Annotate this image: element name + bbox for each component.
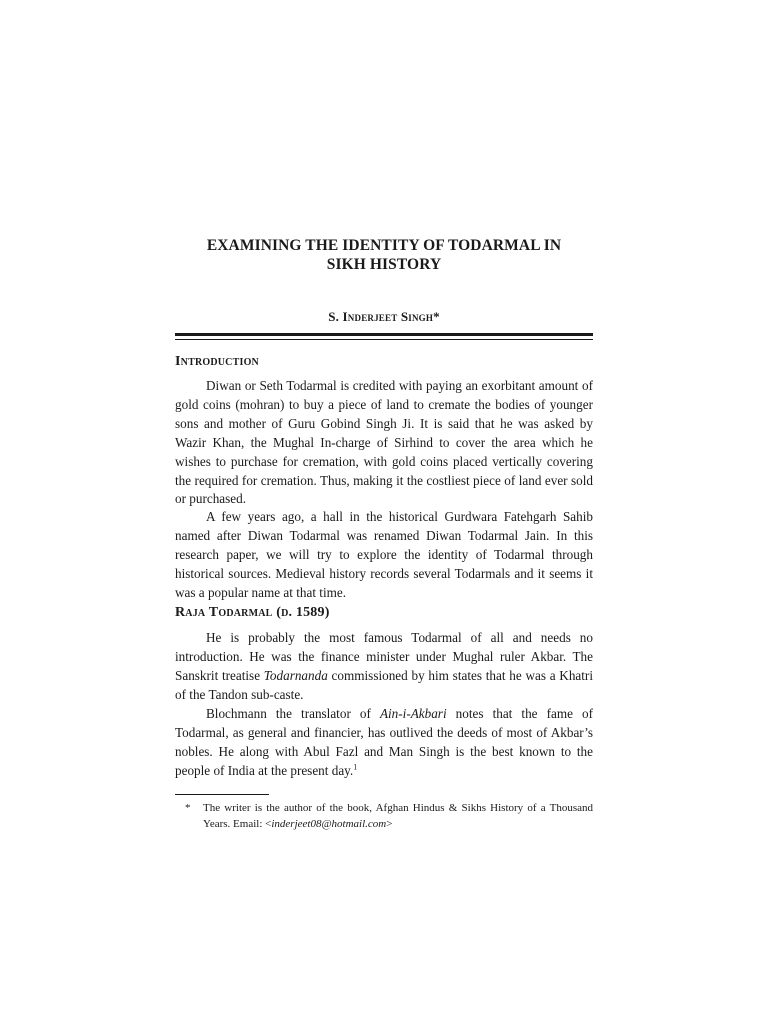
paragraph-raja-2-text-b: notes that the fame of Todarmal, as general and financier, has outlived the deeds of most of Akbar’s nobles. He along with Abul Fazl and Man Singh is the best known to the people of India at the present day. xyxy=(175,706,593,778)
paragraph-raja-2 xyxy=(175,705,593,781)
paragraph-raja-1-text-b: commissioned by him states that he was a Khatri of the Tandon sub-caste. xyxy=(175,667,593,702)
footnote xyxy=(175,801,593,832)
article-title xyxy=(175,236,593,274)
paragraph-raja-2-text-a: Blochmann the translator of xyxy=(206,706,380,721)
article-title-line-1: EXAMINING THE IDENTITY OF TODARMAL IN xyxy=(206,237,562,254)
article-author: S. Inderjeet Singh* xyxy=(328,309,440,324)
footnote-text-main: The writer is the author of the book, Afghan Hindus & Sikhs History of a Thousand Years. Email: < xyxy=(203,802,593,830)
paragraph-introduction-2: A few years ago, a hall in the historical Gurdwara Fatehgarh Sahib named after Diwan Todarmal was renamed Diwan Todarmal Jain. In this research paper, we will try to explore the identity of Todarmal through historical sources. Medieval history records several Todarmals and it seems it was a popular name at that time. xyxy=(175,509,593,600)
ain-i-akbari-title: Ain-i-Akbari xyxy=(379,706,447,721)
footnote-text xyxy=(203,801,593,832)
footnote-email: inderjeet08@hotmail.com xyxy=(271,817,387,830)
paragraph-raja-1-text-a: He is probably the most famous Todarmal of all and needs no introduction. He was the finance minister under Mughal ruler Akbar. The Sanskrit treatise xyxy=(175,630,593,683)
title-rule-thick xyxy=(175,333,593,336)
todarnanda-title: Todarnanda xyxy=(263,667,328,683)
title-rule-thin xyxy=(175,339,593,340)
footnote-text-close: > xyxy=(386,817,393,830)
section-heading-introduction: Introduction xyxy=(175,354,259,369)
paragraph-introduction-1: Diwan or Seth Todarmal is credited with paying an exorbitant amount of gold coins (mohran) to buy a piece of land to cremate the bodies of younger sons and mother of Guru Gobind Singh Ji. It is said that he was asked by Wazir Khan, the Mughal In-charge of Sirhind to cover the area which he wishes to purchase for cremation, with gold coins placed vertically covering the required for cremation. Thus, making it the costliest piece of land ever sold or purchased. xyxy=(175,378,593,507)
article-title-line-2: SIKH HISTORY xyxy=(326,256,442,273)
paragraph-raja-1 xyxy=(175,629,593,705)
footnote-mark: * xyxy=(185,802,191,814)
footnote-rule xyxy=(175,794,269,795)
footnote-reference: 1 xyxy=(353,762,358,772)
section-heading-raja-todarmal: Raja Todarmal (d. 1589) xyxy=(175,605,330,620)
